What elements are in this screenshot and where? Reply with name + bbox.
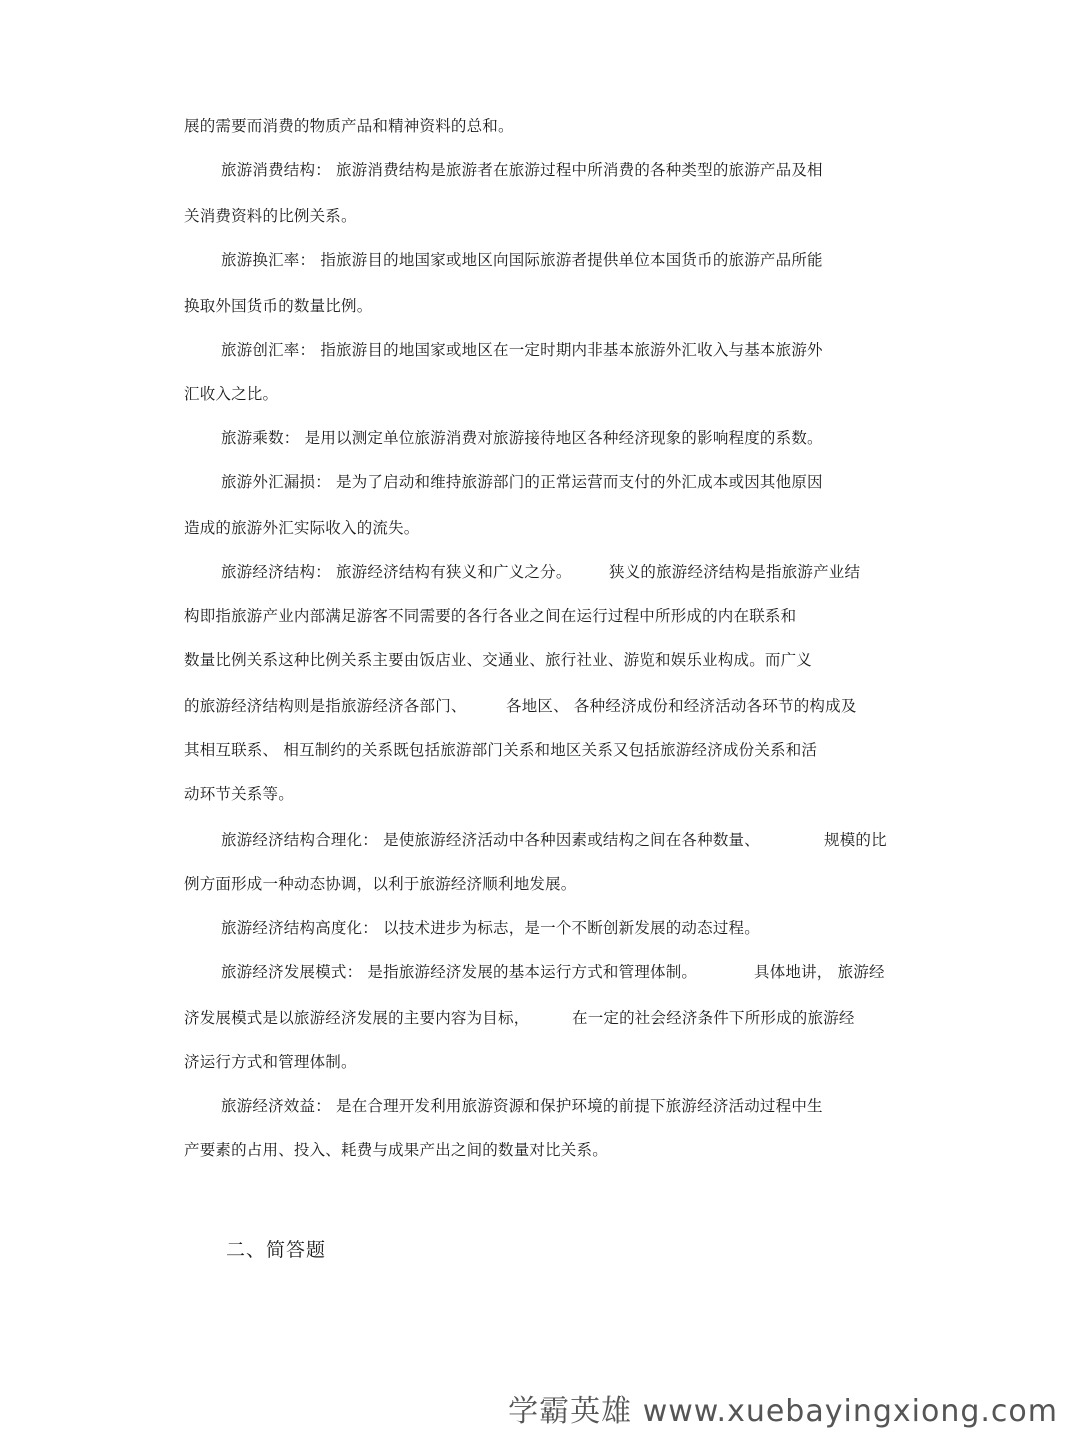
paragraph-line: 旅游创汇率： 指旅游目的地国家或地区在一定时期内非基本旅游外汇收入与基本旅游外: [221, 341, 823, 359]
paragraph-line: 旅游经济结构高度化： 以技术进步为标志，是一个不断创新发展的动态过程。: [221, 919, 760, 937]
paragraph-line: 构即指旅游产业内部满足游客不同需要的各行各业之间在运行过程中所形成的内在联系和: [184, 607, 797, 625]
paragraph-line: 产要素的占用、投入、耗费与成果产出之间的数量对比关系。: [184, 1141, 608, 1159]
paragraph-line: 关消费资料的比例关系。: [184, 207, 357, 225]
paragraph-line: 济发展模式是以旅游经济发展的主要内容为目标，: [184, 1009, 530, 1027]
paragraph-line: 数量比例关系这种比例关系主要由饭店业、交通业、旅行社业、游览和娱乐业构成。而广义: [184, 651, 813, 669]
paragraph-line: 狭义的旅游经济结构是指旅游产业结: [609, 563, 861, 581]
paragraph-line: 规模的比: [824, 831, 887, 849]
paragraph-line: 旅游乘数： 是用以测定单位旅游消费对旅游接待地区各种经济现象的影响程度的系数。: [221, 429, 823, 447]
paragraph-line: 旅游换汇率： 指旅游目的地国家或地区向国际旅游者提供单位本国货币的旅游产品所能: [221, 251, 823, 269]
paragraph-line: 旅游经济效益： 是在合理开发利用旅游资源和保护环境的前提下旅游经济活动过程中生: [221, 1097, 823, 1115]
paragraph-line: 济运行方式和管理体制。: [184, 1053, 357, 1071]
paragraph-line: 旅游经济发展模式： 是指旅游经济发展的基本运行方式和管理体制。: [221, 963, 698, 981]
paragraph-line: 旅游消费结构： 旅游消费结构是旅游者在旅游过程中所消费的各种类型的旅游产品及相: [221, 161, 823, 179]
paragraph-line: 展的需要而消费的物质产品和精神资料的总和。: [184, 117, 514, 135]
paragraph-line: 换取外国货币的数量比例。: [184, 297, 373, 315]
paragraph-line: 造成的旅游外汇实际收入的流失。: [184, 519, 420, 537]
paragraph-line: 旅游经济结构： 旅游经济结构有狭义和广义之分。: [221, 563, 572, 581]
paragraph-line: 汇收入之比。: [184, 385, 279, 403]
section-heading: 二、简答题: [226, 1239, 327, 1261]
paragraph-line: 具体地讲， 旅游经: [754, 963, 885, 981]
paragraph-line: 各地区、 各种经济成份和经济活动各环节的构成及: [506, 697, 857, 715]
paragraph-line: 在一定的社会经济条件下所形成的旅游经: [572, 1009, 855, 1027]
paragraph-line: 例方面形成一种动态协调，以利于旅游经济顺利地发展。: [184, 875, 577, 893]
paragraph-line: 动环节关系等。: [184, 785, 294, 803]
paragraph-line: 的旅游经济结构则是指旅游经济各部门、: [184, 697, 467, 715]
watermark: 学霸英雄 www.xuebayingxiong.com: [508, 1394, 1058, 1429]
paragraph-line: 旅游外汇漏损： 是为了启动和维持旅游部门的正常运营而支付的外汇成本或因其他原因: [221, 473, 823, 491]
paragraph-line: 旅游经济结构合理化： 是使旅游经济活动中各种因素或结构之间在各种数量、: [221, 831, 760, 849]
paragraph-line: 其相互联系、 相互制约的关系既包括旅游部门关系和地区关系又包括旅游经济成份关系和活: [184, 741, 818, 759]
